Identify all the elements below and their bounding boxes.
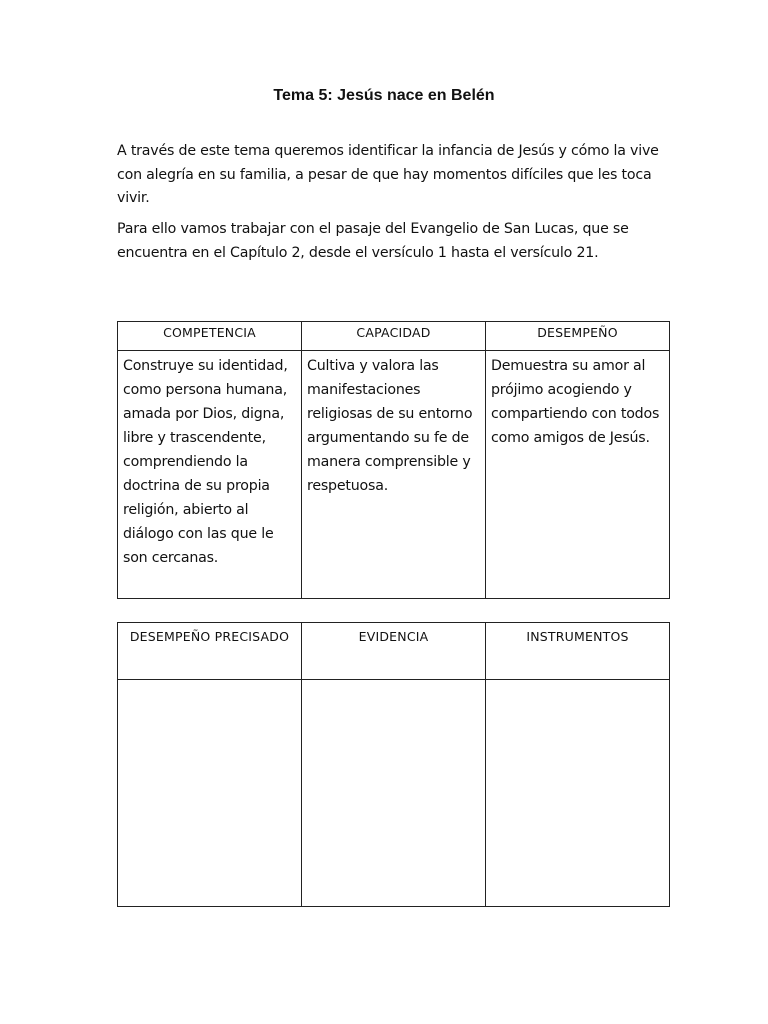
header-desempeno-precisado: DESEMPEÑO PRECISADO xyxy=(118,623,302,680)
evaluation-table xyxy=(117,622,670,907)
table-header-row xyxy=(118,322,670,351)
evidencia-cell xyxy=(302,680,486,907)
table-header-row xyxy=(118,623,670,680)
header-capacidad: CAPACIDAD xyxy=(302,322,486,351)
table-row xyxy=(118,351,670,599)
competencia-cell: Construye su identidad, como persona humana, amada por Dios, digna, libre y trascendente, comprendiendo la doctrina de su propia religión, abierto al diálogo con las que le son cercanas. xyxy=(118,351,302,599)
desempeno-cell: Demuestra su amor al prójimo acogiendo y compartiendo con todos como amigos de Jesús. xyxy=(486,351,670,599)
header-evidencia: EVIDENCIA xyxy=(302,623,486,680)
table-row xyxy=(118,680,670,907)
document-title: Tema 5: Jesús nace en Belén xyxy=(273,87,495,104)
header-instrumentos: INSTRUMENTOS xyxy=(486,623,670,680)
header-competencia: COMPETENCIA xyxy=(118,322,302,351)
header-desempeno: DESEMPEÑO xyxy=(486,322,670,351)
intro-paragraph: A través de este tema queremos identificar la infancia de Jesús y cómo la vive con alegría en su familia, a pesar de que hay momentos difíciles que les toca vivir. xyxy=(117,143,659,206)
capacidad-cell: Cultiva y valora las manifestaciones religiosas de su entorno argumentando su fe de manera comprensible y respetuosa. xyxy=(302,351,486,599)
desempeno-precisado-cell xyxy=(118,680,302,907)
instrumentos-cell xyxy=(486,680,670,907)
scripture-reference-paragraph: Para ello vamos trabajar con el pasaje del Evangelio de San Lucas, que se encuentra en el Capítulo 2, desde el versículo 1 hasta el versículo 21. xyxy=(117,221,629,261)
competency-table xyxy=(117,321,670,599)
